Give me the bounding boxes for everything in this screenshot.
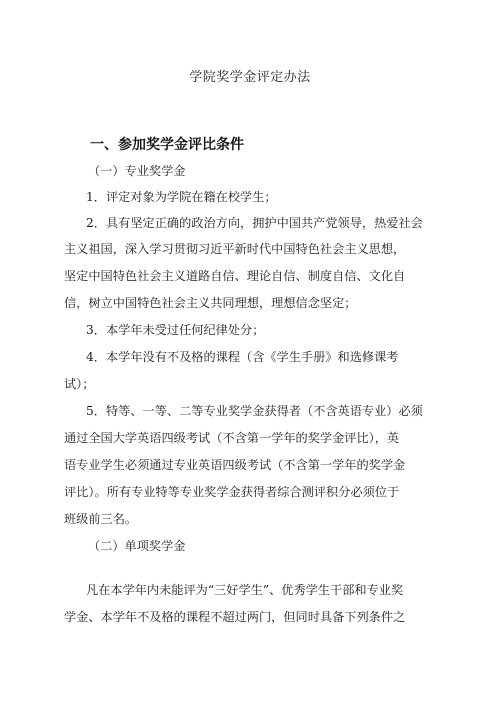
subsection-heading: （二）单项奖学金	[88, 539, 186, 553]
paragraph-line: 3．本学年未受过任何纪律处分；	[86, 323, 265, 337]
paragraph-line: 1．评定对象为学院在籍在校学生；	[86, 190, 277, 204]
paragraph-line: 评比）。所有专业特等专业奖学金获得者综合测评积分必须位于	[64, 485, 400, 499]
document-title: 学院奖学金评定办法	[189, 70, 311, 85]
paragraph-line: 通过全国大学英语四级考试（不含第一学年的奖学金评比），英	[64, 431, 400, 445]
paragraph-line: 4．本学年没有不及格的课程（含《学生手册》和选修课考	[86, 350, 399, 364]
paragraph-line: 试）；	[64, 377, 95, 391]
subsection-heading: （一）专业奖学金	[88, 164, 186, 178]
paragraph-line: 信，树立中国特色社会主义共同理想，理想信念坚定；	[64, 296, 357, 310]
section-heading: 一、参加奖学金评比条件	[90, 137, 244, 153]
paragraph-line: 2．具有坚定正确的政治方向，拥护中国共产党领导，热爱社会	[86, 216, 423, 230]
paragraph-line: 学金、本学年不及格的课程不超过两门，但同时具备下列条件之	[64, 610, 406, 624]
paragraph-line: 语专业学生必须通过专业英语四级考试（不含第一学年的奖学金	[64, 458, 406, 472]
paragraph-line: 5．特等、一等、二等专业奖学金获得者（不含英语专业）必须	[86, 404, 423, 418]
paragraph-line: 班级前三名。	[64, 512, 138, 526]
paragraph-line: 主义祖国，深入学习贯彻习近平新时代中国特色社会主义思想，	[64, 242, 406, 256]
paragraph-line: 凡在本学年内未能评为“三好学生”、优秀学生干部和专业奖	[86, 583, 404, 597]
paragraph-line: 坚定中国特色社会主义道路自信、理论自信、制度自信、文化自	[64, 269, 406, 283]
